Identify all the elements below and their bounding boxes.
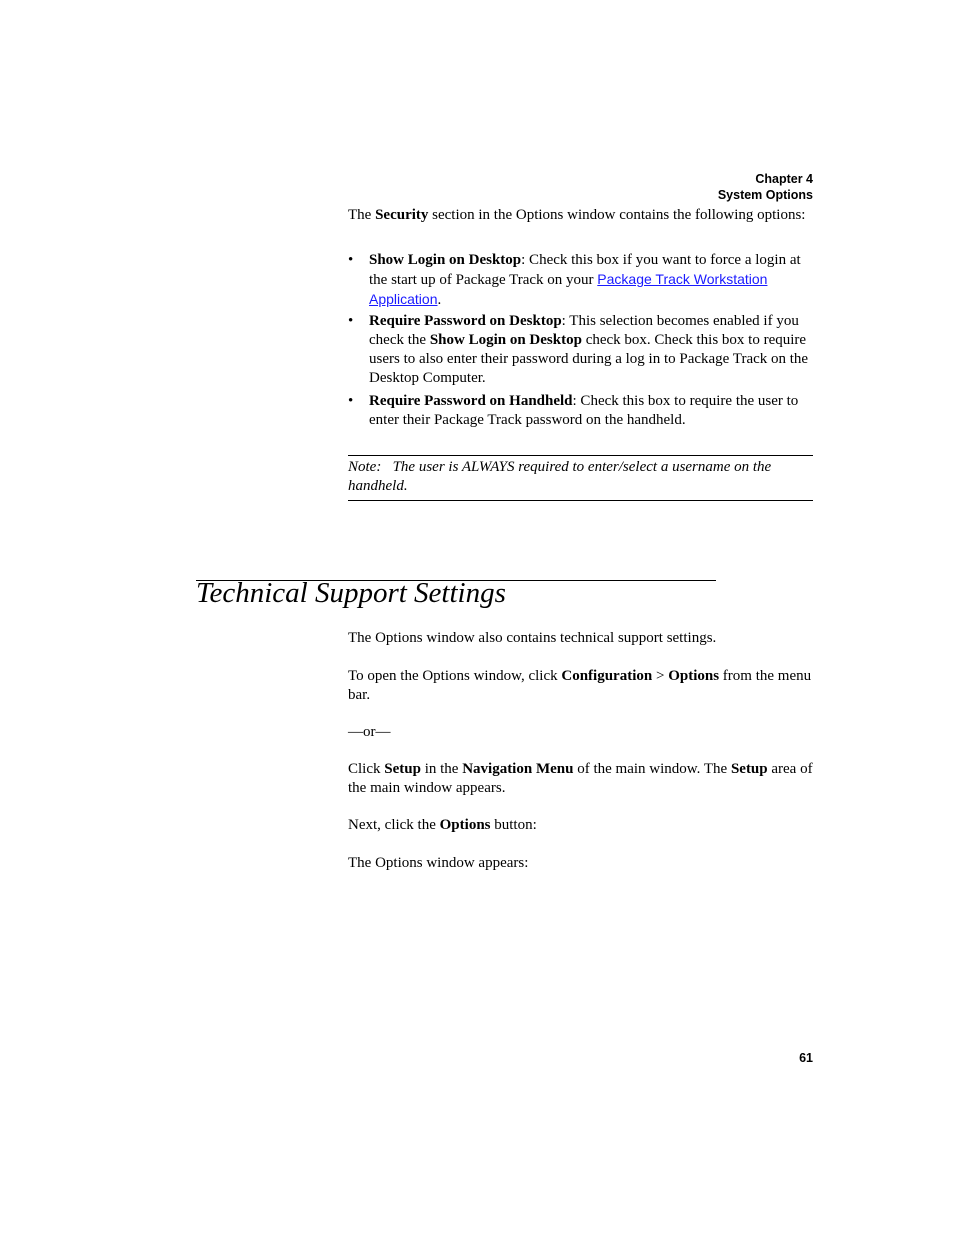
security-intro: The Security section in the Options window contains the following options: (348, 207, 806, 223)
bullet-icon: • (348, 252, 354, 268)
paragraph-or: —or— (348, 724, 391, 740)
section-label: System Options (717, 188, 813, 202)
note-top-rule (348, 455, 813, 456)
note-text: The user is ALWAYS required to enter/select a username on the handheld. (348, 459, 772, 494)
note-label: Note: (348, 459, 382, 475)
paragraph-intro: The Options window also contains technical support settings. (348, 630, 717, 646)
note (348, 458, 813, 496)
section-heading: Technical Support Settings (196, 577, 506, 609)
chapter-label: Chapter 4 (755, 172, 813, 186)
page-number: 61 (799, 1051, 813, 1065)
workstation-app-link[interactable]: Package Track Workstation Application (369, 271, 768, 307)
paragraph-next-click: Next, click the Options button: (348, 817, 537, 833)
running-header (718, 171, 813, 203)
bullet-icon: • (348, 313, 354, 329)
paragraph-click-setup: Click Setup in the Navigation Menu of the main window. The Setup area of the main window appears. (348, 761, 813, 796)
paragraph-open-options: To open the Options window, click Configuration > Options from the menu bar. (348, 668, 812, 703)
paragraph-window-appears: The Options window appears: (348, 855, 529, 871)
note-bottom-rule (348, 500, 813, 501)
bullet-icon: • (348, 393, 354, 409)
